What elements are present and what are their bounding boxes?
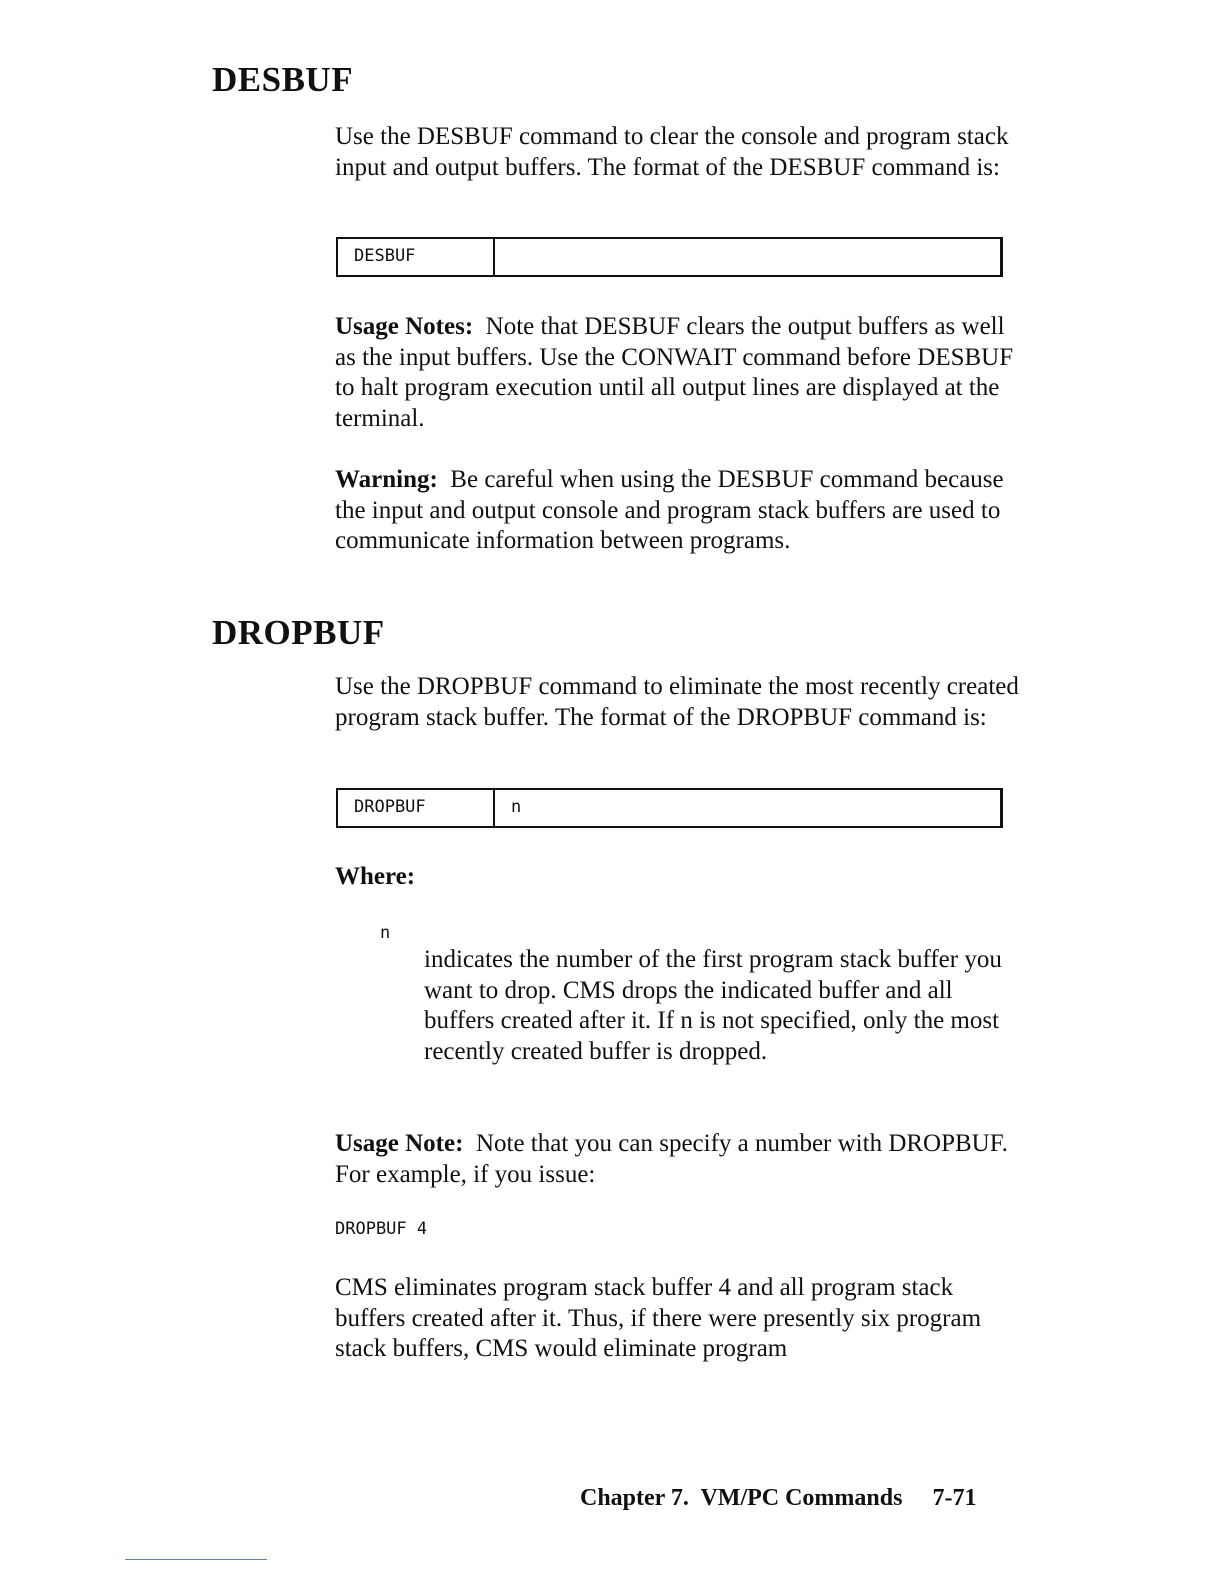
- footer-chapter: Chapter 7. VM/PC Commands: [580, 1485, 903, 1511]
- dropbuf-example: DROPBUF 4: [335, 1219, 428, 1239]
- dropbuf-heading: DROPBUF: [212, 613, 385, 652]
- dropbuf-continuation: CMS eliminates program stack buffer 4 and all program stack buffers created after it. Thus, if there were presently six program stack buffers, CMS would eliminate program: [335, 1274, 982, 1363]
- dropbuf-usage-note-text: Note that you can specify a number with DROPBUF. For example, if you issue:: [335, 1130, 1008, 1188]
- dropbuf-param-desc: indicates the number of the first program stack buffer you want to drop. CMS drops the indicated buffer and all buffers created after it. If n is not specified, only the most recently created buffer is dropped.: [424, 946, 1002, 1066]
- dropbuf-where-label: Where:: [335, 863, 416, 890]
- page-footer: [580, 1484, 976, 1512]
- desbuf-syntax-box: [336, 237, 1003, 277]
- desbuf-heading: DESBUF: [212, 60, 354, 99]
- dropbuf-usage-note-label: Usage Note:: [335, 1130, 464, 1157]
- desbuf-warning-label: Warning:: [335, 466, 438, 493]
- bottom-rule: [125, 1559, 267, 1560]
- desbuf-usage-notes: [335, 312, 1025, 435]
- desbuf-syntax-command: DESBUF: [338, 239, 495, 275]
- desbuf-usage-notes-text: Note that DESBUF clears the output buffers as well as the input buffers. Use the CONWAIT command before DESBUF to halt program execution until all output lines are displayed at the terminal.: [335, 313, 1014, 433]
- dropbuf-syntax-box: [336, 788, 1003, 828]
- dropbuf-syntax-command: DROPBUF: [338, 790, 495, 826]
- desbuf-intro: Use the DESBUF command to clear the console and program stack input and output buffers. The format of the DESBUF command is:: [335, 123, 1009, 181]
- footer-page-number: 7-71: [932, 1485, 977, 1511]
- dropbuf-syntax-operands: n: [511, 797, 522, 817]
- desbuf-warning-text: Be careful when using the DESBUF command because the input and output console and program stack buffers are used to communicate information between programs.: [335, 466, 1004, 555]
- dropbuf-intro: Use the DROPBUF command to eliminate the most recently created program stack buffer. The format of the DROPBUF command is:: [335, 673, 1019, 731]
- dropbuf-where: [335, 862, 1025, 893]
- desbuf-syntax-operands: [495, 239, 1000, 275]
- desbuf-usage-notes-label: Usage Notes:: [335, 313, 474, 340]
- dropbuf-usage-note: [335, 1129, 1025, 1190]
- desbuf-warning: [335, 465, 1025, 557]
- dropbuf-param-name: n: [380, 923, 391, 943]
